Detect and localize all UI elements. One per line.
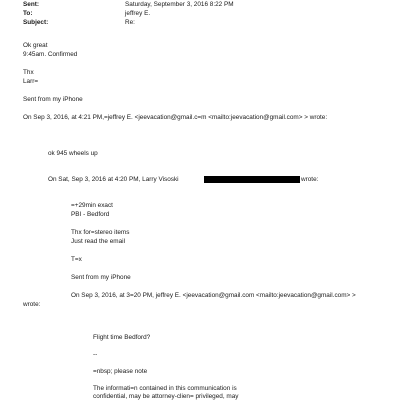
quote-header: On Sep 3, 2016, at 3=20 PM, jeffrey E. <jeevacation@gmail.com <mailto:jeevacation@gmail.com> > (71, 292, 356, 299)
body-line: 9:45am. Confirmed (23, 51, 78, 58)
redaction-bar (204, 176, 300, 183)
quote-text: confidential, may be attorney-clien= privileged, may (93, 393, 239, 400)
quote-text: Sent from my iPhone (71, 274, 131, 281)
quote-header: On Sat, Sep 3, 2016 at 4:20 PM, Larry Visoski (48, 176, 179, 183)
sent-label: Sent: (23, 1, 39, 8)
to-value: jeffrey E. (125, 10, 151, 17)
body-line: Sent from my iPhone (23, 96, 83, 103)
subject-value: Re: (125, 19, 135, 26)
quote-text: Just read the email (71, 238, 125, 245)
quote-header-wrote: wrote: (23, 301, 41, 308)
quote-text: The informati=n contained in this communication is (93, 385, 237, 392)
subject-label: Subject: (23, 19, 49, 26)
sent-value: Saturday, September 3, 2016 8:22 PM (125, 1, 234, 8)
body-line: Thx (23, 69, 34, 76)
body-line: Ok great (23, 42, 48, 49)
quote-text: ok 945 wheels up (48, 150, 98, 157)
to-label: To: (23, 10, 33, 17)
body-line: Larr= (23, 78, 39, 85)
quote-text: PBI - Bedford (71, 211, 110, 218)
quote-text: Thx for=stereo items (71, 229, 130, 236)
quote-text: -- (93, 351, 98, 358)
quote-header-suffix: wrote: (301, 176, 319, 183)
quote-header: On Sep 3, 2016, at 4:21 PM,=jeffrey E. <jeevacation@gmail.c=m <mailto:jeevacation@gmail.com> > wrote: (23, 114, 328, 121)
quote-text: =+29min exact (71, 202, 113, 209)
quote-text: =nbsp; please note (93, 368, 148, 375)
quote-text: T=x (71, 256, 82, 263)
quote-text: Flight time Bedford? (93, 334, 151, 341)
